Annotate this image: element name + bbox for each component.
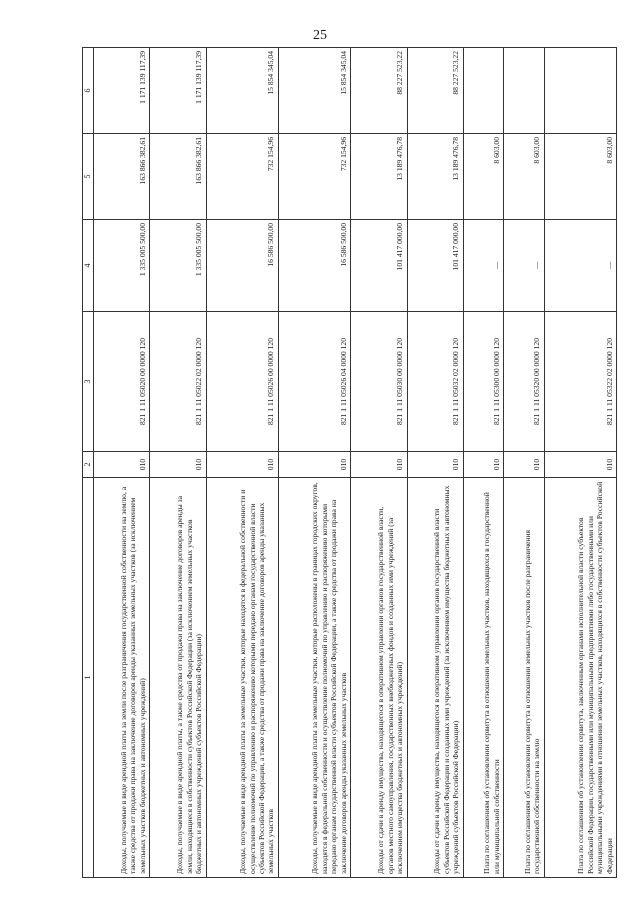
row-name: Доходы, получаемые в виде арендной платы, а также средства от продажи права на заключение договоров аренды за земли, находящиеся в собственности субъектов Российской Федерации (за исключением земельных участков бюджетных и автономных учреждений субъектов Российской Федерации) [150,478,206,878]
table-row [150,48,206,878]
row-name: Доходы от сдачи в аренду имущества, находящегося в оперативном управлении органов государственной власти субъектов Российской Федерации и созданных ими учреждений (за исключением имущества бюджетных и автономных учреждений субъектов Российской Федерации) [407,478,463,878]
page-number: 25 [313,28,327,43]
row-approved: 101 417 000,00 [407,220,463,312]
row-unexecuted: 1 171 139 117,39 [94,48,150,134]
rotated-table-container [82,48,617,878]
row-approved: — [504,220,544,312]
row-executed: 163 866 382,61 [150,134,206,220]
row-unexecuted: 88 227 523,22 [351,48,407,134]
row-line-code: 010 [544,452,616,478]
row-name: Доходы, получаемые в виде арендной платы за земли после разграничения государственной собственности на землю, а также средства от продажи права на заключение договоров аренды указанных земельных участков (за исключением земельных участков бюджетных и автономных учреждений) [94,478,150,878]
row-unexecuted: 15 854 345,04 [278,48,350,134]
header-cell-4: 4 [83,220,94,312]
row-approved: 101 417 000,00 [351,220,407,312]
row-unexecuted [544,48,616,134]
row-executed: 732 154,96 [206,134,278,220]
row-line-code: 010 [206,452,278,478]
row-approved: 16 586 500,00 [278,220,350,312]
row-budget-code: 821 1 11 05030 00 0000 120 [351,312,407,452]
row-unexecuted: 1 171 139 117,39 [150,48,206,134]
row-approved: 16 586 500,00 [206,220,278,312]
table-row [206,48,278,878]
row-name: Плата по соглашениям об установлении сервитута в отношении земельных участков, находящихся в государственной или муниципальной собственности [463,478,503,878]
table-row [278,48,350,878]
row-budget-code: 821 1 11 05026 04 0000 120 [278,312,350,452]
row-budget-code: 821 1 11 05022 02 0000 120 [150,312,206,452]
row-approved: 1 335 005 500,00 [94,220,150,312]
row-executed: 13 189 476,78 [351,134,407,220]
row-line-code: 010 [407,452,463,478]
row-executed: 13 189 476,78 [407,134,463,220]
row-unexecuted [463,48,503,134]
row-approved: — [544,220,616,312]
table-row [94,48,150,878]
row-line-code: 010 [504,452,544,478]
header-cell-5: 5 [83,134,94,220]
table-row [504,48,544,878]
row-line-code: 010 [94,452,150,478]
rotated-table-frame [82,48,617,878]
row-executed: 163 866 382,61 [94,134,150,220]
revenue-table [82,47,617,878]
header-cell-1: 1 [83,478,94,878]
row-approved: 1 335 005 500,00 [150,220,206,312]
row-executed: 8 603,00 [463,134,503,220]
row-unexecuted: 88 227 523,22 [407,48,463,134]
row-line-code: 010 [351,452,407,478]
row-name: Доходы, получаемые в виде арендной платы за земельные участки, которые расположены в границах городских округов, находятся в федеральной собственности и осуществление полномочий по управлению и распоряжению которыми передано органам государственной власти субъектов Российской Федерации, а также средства от продажи права на заключение договоров аренды указанных земельных участков [278,478,350,878]
row-executed: 732 154,96 [278,134,350,220]
row-executed: 8 603,00 [544,134,616,220]
header-cell-6: 6 [83,48,94,134]
row-budget-code: 821 1 11 05020 00 0000 120 [94,312,150,452]
row-name: Плата по соглашениям об установлении сервитута в отношении земельных участков после разграничения государственной собственности на землю [504,478,544,878]
row-line-code: 010 [278,452,350,478]
header-cell-3: 3 [83,312,94,452]
row-name: Доходы, получаемые в виде арендной платы за земельные участки, которые находятся в федеральной собственности и осуществление полномочий по управлению и распоряжению которыми передано органам государственной власти субъектов Российской Федерации, а также средства от продажи права на заключение договоров аренды указанных земельных участков [206,478,278,878]
row-unexecuted: 15 854 345,04 [206,48,278,134]
table-row [463,48,503,878]
table-row [351,48,407,878]
row-executed: 8 603,00 [504,134,544,220]
row-budget-code: 821 1 11 05320 00 0000 120 [504,312,544,452]
row-line-code: 010 [463,452,503,478]
row-name: Доходы от сдачи в аренду имущества, находящегося в оперативном управлении органов государственной власти, органов местного самоуправления, государственных внебюджетных фондов и созданных ими учреждений (за исключением имущества бюджетных и автономных учреждений) [351,478,407,878]
table-header-row [83,48,94,878]
table-row [407,48,463,878]
row-budget-code: 821 1 11 05300 00 0000 120 [463,312,503,452]
row-budget-code: 821 1 11 05322 02 0000 120 [544,312,616,452]
header-cell-2: 2 [83,452,94,478]
table-row [544,48,616,878]
row-unexecuted [504,48,544,134]
row-approved: — [463,220,503,312]
row-line-code: 010 [150,452,206,478]
row-budget-code: 821 1 11 05026 00 0000 120 [206,312,278,452]
row-budget-code: 821 1 11 05032 02 0000 120 [407,312,463,452]
row-name: Плата по соглашениям об установлении сервитута, заключенным органами исполнительной власти субъектов Российской Федерации, государственными или муниципальными предприятиями либо государственными или муниципальными учреждениями в отношении земельных участков, находящихся в собственности субъектов Российской Федерации [544,478,616,878]
